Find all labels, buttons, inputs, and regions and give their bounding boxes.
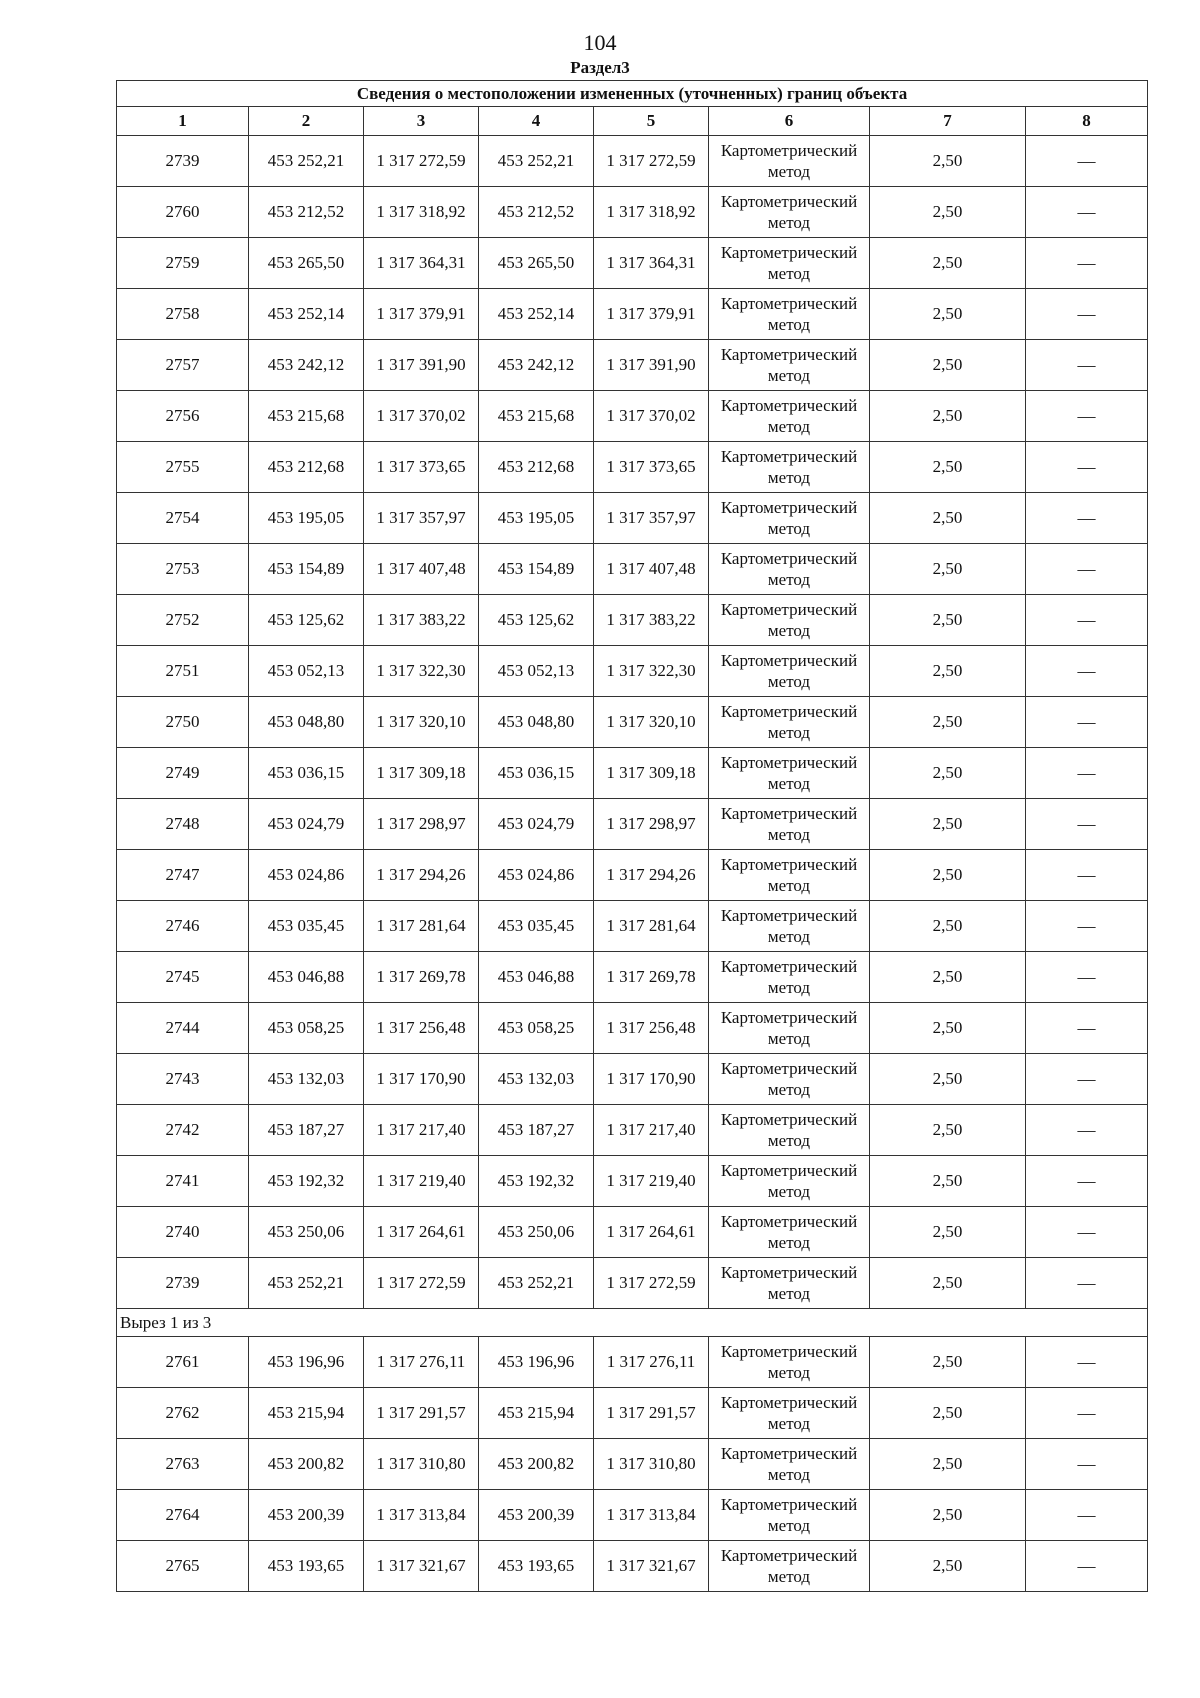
accuracy-cell: 2,50 (870, 1439, 1026, 1490)
table-row (117, 595, 1148, 646)
description-cell: — (1026, 1541, 1148, 1592)
x-existing-cell: 453 250,06 (249, 1207, 364, 1258)
point-number-cell: 2765 (117, 1541, 249, 1592)
method-cell: Картометрический метод (709, 1337, 870, 1388)
point-number-cell: 2754 (117, 493, 249, 544)
y-refined-cell: 1 317 298,97 (594, 799, 709, 850)
accuracy-cell: 2,50 (870, 289, 1026, 340)
y-existing-cell: 1 317 321,67 (364, 1541, 479, 1592)
y-refined-cell: 1 317 357,97 (594, 493, 709, 544)
description-cell: — (1026, 1439, 1148, 1490)
x-refined-cell: 453 212,52 (479, 187, 594, 238)
method-cell: Картометрический метод (709, 1541, 870, 1592)
x-refined-cell: 453 154,89 (479, 544, 594, 595)
method-cell: Картометрический метод (709, 799, 870, 850)
description-cell: — (1026, 850, 1148, 901)
accuracy-cell: 2,50 (870, 1388, 1026, 1439)
x-refined-cell: 453 048,80 (479, 697, 594, 748)
y-refined-cell: 1 317 322,30 (594, 646, 709, 697)
x-existing-cell: 453 252,14 (249, 289, 364, 340)
column-header: 2 (249, 107, 364, 136)
y-refined-cell: 1 317 291,57 (594, 1388, 709, 1439)
method-cell: Картометрический метод (709, 646, 870, 697)
boundary-coordinates-table (116, 80, 1148, 1592)
table-row (117, 1490, 1148, 1541)
x-existing-cell: 453 265,50 (249, 238, 364, 289)
method-cell: Картометрический метод (709, 850, 870, 901)
x-existing-cell: 453 192,32 (249, 1156, 364, 1207)
y-existing-cell: 1 317 272,59 (364, 136, 479, 187)
accuracy-cell: 2,50 (870, 850, 1026, 901)
y-refined-cell: 1 317 364,31 (594, 238, 709, 289)
x-refined-cell: 453 052,13 (479, 646, 594, 697)
point-number-cell: 2755 (117, 442, 249, 493)
accuracy-cell: 2,50 (870, 493, 1026, 544)
y-existing-cell: 1 317 318,92 (364, 187, 479, 238)
x-existing-cell: 453 046,88 (249, 952, 364, 1003)
x-refined-cell: 453 196,96 (479, 1337, 594, 1388)
description-cell: — (1026, 1105, 1148, 1156)
description-cell: — (1026, 187, 1148, 238)
x-refined-cell: 453 193,65 (479, 1541, 594, 1592)
x-existing-cell: 453 132,03 (249, 1054, 364, 1105)
column-header: 5 (594, 107, 709, 136)
x-refined-cell: 453 252,21 (479, 136, 594, 187)
table-row (117, 697, 1148, 748)
method-cell: Картометрический метод (709, 238, 870, 289)
y-existing-cell: 1 317 269,78 (364, 952, 479, 1003)
x-refined-cell: 453 200,82 (479, 1439, 594, 1490)
point-number-cell: 2741 (117, 1156, 249, 1207)
x-existing-cell: 453 058,25 (249, 1003, 364, 1054)
y-refined-cell: 1 317 276,11 (594, 1337, 709, 1388)
y-refined-cell: 1 317 272,59 (594, 1258, 709, 1309)
x-refined-cell: 453 250,06 (479, 1207, 594, 1258)
table-row (117, 1207, 1148, 1258)
y-refined-cell: 1 317 320,10 (594, 697, 709, 748)
y-refined-cell: 1 317 170,90 (594, 1054, 709, 1105)
table-row (117, 748, 1148, 799)
column-header: 6 (709, 107, 870, 136)
x-existing-cell: 453 242,12 (249, 340, 364, 391)
point-number-cell: 2763 (117, 1439, 249, 1490)
table-row (117, 1105, 1148, 1156)
column-header: 4 (479, 107, 594, 136)
point-number-cell: 2743 (117, 1054, 249, 1105)
y-refined-cell: 1 317 370,02 (594, 391, 709, 442)
table-row (117, 391, 1148, 442)
y-existing-cell: 1 317 276,11 (364, 1337, 479, 1388)
accuracy-cell: 2,50 (870, 442, 1026, 493)
accuracy-cell: 2,50 (870, 748, 1026, 799)
description-cell: — (1026, 1003, 1148, 1054)
x-refined-cell: 453 192,32 (479, 1156, 594, 1207)
y-existing-cell: 1 317 357,97 (364, 493, 479, 544)
accuracy-cell: 2,50 (870, 1054, 1026, 1105)
description-cell: — (1026, 1054, 1148, 1105)
description-cell: — (1026, 1207, 1148, 1258)
description-cell: — (1026, 493, 1148, 544)
y-refined-cell: 1 317 318,92 (594, 187, 709, 238)
y-existing-cell: 1 317 370,02 (364, 391, 479, 442)
description-cell: — (1026, 1258, 1148, 1309)
table-row (117, 1258, 1148, 1309)
accuracy-cell: 2,50 (870, 799, 1026, 850)
description-cell: — (1026, 1490, 1148, 1541)
method-cell: Картометрический метод (709, 1439, 870, 1490)
method-cell: Картометрический метод (709, 1105, 870, 1156)
method-cell: Картометрический метод (709, 1388, 870, 1439)
x-existing-cell: 453 200,39 (249, 1490, 364, 1541)
table-row (117, 1003, 1148, 1054)
table-row (117, 1337, 1148, 1388)
accuracy-cell: 2,50 (870, 646, 1026, 697)
description-cell: — (1026, 442, 1148, 493)
table-row (117, 340, 1148, 391)
point-number-cell: 2742 (117, 1105, 249, 1156)
method-cell: Картометрический метод (709, 1490, 870, 1541)
x-refined-cell: 453 125,62 (479, 595, 594, 646)
point-number-cell: 2749 (117, 748, 249, 799)
x-existing-cell: 453 052,13 (249, 646, 364, 697)
method-cell: Картометрический метод (709, 442, 870, 493)
method-cell: Картометрический метод (709, 697, 870, 748)
x-existing-cell: 453 252,21 (249, 136, 364, 187)
x-refined-cell: 453 046,88 (479, 952, 594, 1003)
x-refined-cell: 453 132,03 (479, 1054, 594, 1105)
y-refined-cell: 1 317 379,91 (594, 289, 709, 340)
accuracy-cell: 2,50 (870, 136, 1026, 187)
table-row (117, 1439, 1148, 1490)
x-existing-cell: 453 215,94 (249, 1388, 364, 1439)
column-header: 8 (1026, 107, 1148, 136)
x-refined-cell: 453 035,45 (479, 901, 594, 952)
point-number-cell: 2753 (117, 544, 249, 595)
y-refined-cell: 1 317 309,18 (594, 748, 709, 799)
table-row (117, 289, 1148, 340)
y-existing-cell: 1 317 320,10 (364, 697, 479, 748)
column-header: 7 (870, 107, 1026, 136)
y-existing-cell: 1 317 309,18 (364, 748, 479, 799)
description-cell: — (1026, 1337, 1148, 1388)
y-refined-cell: 1 317 373,65 (594, 442, 709, 493)
accuracy-cell: 2,50 (870, 901, 1026, 952)
method-cell: Картометрический метод (709, 952, 870, 1003)
table-row (117, 493, 1148, 544)
accuracy-cell: 2,50 (870, 952, 1026, 1003)
y-existing-cell: 1 317 219,40 (364, 1156, 479, 1207)
x-existing-cell: 453 193,65 (249, 1541, 364, 1592)
table-body (117, 81, 1148, 1592)
accuracy-cell: 2,50 (870, 544, 1026, 595)
table-row (117, 442, 1148, 493)
point-number-cell: 2762 (117, 1388, 249, 1439)
description-cell: — (1026, 1156, 1148, 1207)
table-header-row (117, 107, 1148, 136)
method-cell: Картометрический метод (709, 1207, 870, 1258)
description-cell: — (1026, 136, 1148, 187)
y-existing-cell: 1 317 291,57 (364, 1388, 479, 1439)
accuracy-cell: 2,50 (870, 1105, 1026, 1156)
table-row (117, 646, 1148, 697)
description-cell: — (1026, 340, 1148, 391)
table-title-row (117, 81, 1148, 107)
accuracy-cell: 2,50 (870, 1337, 1026, 1388)
description-cell: — (1026, 391, 1148, 442)
x-refined-cell: 453 265,50 (479, 238, 594, 289)
accuracy-cell: 2,50 (870, 187, 1026, 238)
accuracy-cell: 2,50 (870, 1207, 1026, 1258)
method-cell: Картометрический метод (709, 187, 870, 238)
method-cell: Картометрический метод (709, 340, 870, 391)
table-row (117, 901, 1148, 952)
point-number-cell: 2764 (117, 1490, 249, 1541)
y-refined-cell: 1 317 383,22 (594, 595, 709, 646)
x-refined-cell: 453 200,39 (479, 1490, 594, 1541)
y-refined-cell: 1 317 256,48 (594, 1003, 709, 1054)
table-row (117, 799, 1148, 850)
point-number-cell: 2760 (117, 187, 249, 238)
page-number: 104 (583, 30, 617, 55)
accuracy-cell: 2,50 (870, 391, 1026, 442)
y-existing-cell: 1 317 256,48 (364, 1003, 479, 1054)
x-refined-cell: 453 187,27 (479, 1105, 594, 1156)
accuracy-cell: 2,50 (870, 595, 1026, 646)
x-existing-cell: 453 196,96 (249, 1337, 364, 1388)
table-row (117, 187, 1148, 238)
y-existing-cell: 1 317 364,31 (364, 238, 479, 289)
point-number-cell: 2744 (117, 1003, 249, 1054)
x-refined-cell: 453 195,05 (479, 493, 594, 544)
x-existing-cell: 453 252,21 (249, 1258, 364, 1309)
y-refined-cell: 1 317 313,84 (594, 1490, 709, 1541)
x-refined-cell: 453 024,86 (479, 850, 594, 901)
table-row (117, 544, 1148, 595)
method-cell: Картометрический метод (709, 901, 870, 952)
y-refined-cell: 1 317 217,40 (594, 1105, 709, 1156)
accuracy-cell: 2,50 (870, 1541, 1026, 1592)
table-row (117, 1388, 1148, 1439)
x-existing-cell: 453 024,79 (249, 799, 364, 850)
description-cell: — (1026, 238, 1148, 289)
accuracy-cell: 2,50 (870, 1003, 1026, 1054)
y-refined-cell: 1 317 294,26 (594, 850, 709, 901)
table-row (117, 136, 1148, 187)
subsection-label: Вырез 1 из 3 (117, 1309, 1148, 1337)
description-cell: — (1026, 646, 1148, 697)
table-row (117, 238, 1148, 289)
accuracy-cell: 2,50 (870, 697, 1026, 748)
y-existing-cell: 1 317 373,65 (364, 442, 479, 493)
point-number-cell: 2739 (117, 136, 249, 187)
y-refined-cell: 1 317 281,64 (594, 901, 709, 952)
point-number-cell: 2758 (117, 289, 249, 340)
x-existing-cell: 453 125,62 (249, 595, 364, 646)
method-cell: Картометрический метод (709, 493, 870, 544)
description-cell: — (1026, 1388, 1148, 1439)
x-existing-cell: 453 036,15 (249, 748, 364, 799)
y-refined-cell: 1 317 219,40 (594, 1156, 709, 1207)
column-header: 1 (117, 107, 249, 136)
table-row (117, 1156, 1148, 1207)
point-number-cell: 2757 (117, 340, 249, 391)
x-refined-cell: 453 252,21 (479, 1258, 594, 1309)
subsection-row (117, 1309, 1148, 1337)
y-existing-cell: 1 317 217,40 (364, 1105, 479, 1156)
method-cell: Картометрический метод (709, 544, 870, 595)
method-cell: Картометрический метод (709, 136, 870, 187)
y-existing-cell: 1 317 298,97 (364, 799, 479, 850)
description-cell: — (1026, 289, 1148, 340)
section-label: Раздел3 (570, 58, 630, 77)
description-cell: — (1026, 595, 1148, 646)
method-cell: Картометрический метод (709, 1156, 870, 1207)
point-number-cell: 2748 (117, 799, 249, 850)
y-refined-cell: 1 317 391,90 (594, 340, 709, 391)
y-refined-cell: 1 317 407,48 (594, 544, 709, 595)
x-refined-cell: 453 058,25 (479, 1003, 594, 1054)
x-refined-cell: 453 215,94 (479, 1388, 594, 1439)
method-cell: Картометрический метод (709, 391, 870, 442)
y-existing-cell: 1 317 407,48 (364, 544, 479, 595)
x-existing-cell: 453 212,52 (249, 187, 364, 238)
x-refined-cell: 453 242,12 (479, 340, 594, 391)
accuracy-cell: 2,50 (870, 238, 1026, 289)
point-number-cell: 2739 (117, 1258, 249, 1309)
y-refined-cell: 1 317 272,59 (594, 136, 709, 187)
point-number-cell: 2751 (117, 646, 249, 697)
accuracy-cell: 2,50 (870, 1258, 1026, 1309)
x-existing-cell: 453 187,27 (249, 1105, 364, 1156)
x-existing-cell: 453 195,05 (249, 493, 364, 544)
point-number-cell: 2740 (117, 1207, 249, 1258)
y-existing-cell: 1 317 281,64 (364, 901, 479, 952)
y-existing-cell: 1 317 383,22 (364, 595, 479, 646)
method-cell: Картометрический метод (709, 1258, 870, 1309)
method-cell: Картометрический метод (709, 1054, 870, 1105)
table-row (117, 1054, 1148, 1105)
point-number-cell: 2747 (117, 850, 249, 901)
y-existing-cell: 1 317 170,90 (364, 1054, 479, 1105)
x-existing-cell: 453 035,45 (249, 901, 364, 952)
x-existing-cell: 453 154,89 (249, 544, 364, 595)
method-cell: Картометрический метод (709, 1003, 870, 1054)
y-existing-cell: 1 317 322,30 (364, 646, 479, 697)
point-number-cell: 2756 (117, 391, 249, 442)
x-refined-cell: 453 036,15 (479, 748, 594, 799)
y-refined-cell: 1 317 310,80 (594, 1439, 709, 1490)
description-cell: — (1026, 748, 1148, 799)
point-number-cell: 2746 (117, 901, 249, 952)
accuracy-cell: 2,50 (870, 1490, 1026, 1541)
x-refined-cell: 453 215,68 (479, 391, 594, 442)
accuracy-cell: 2,50 (870, 340, 1026, 391)
point-number-cell: 2761 (117, 1337, 249, 1388)
description-cell: — (1026, 901, 1148, 952)
description-cell: — (1026, 952, 1148, 1003)
x-existing-cell: 453 215,68 (249, 391, 364, 442)
column-header: 3 (364, 107, 479, 136)
y-existing-cell: 1 317 391,90 (364, 340, 479, 391)
y-existing-cell: 1 317 313,84 (364, 1490, 479, 1541)
y-refined-cell: 1 317 269,78 (594, 952, 709, 1003)
x-existing-cell: 453 200,82 (249, 1439, 364, 1490)
y-existing-cell: 1 317 264,61 (364, 1207, 479, 1258)
method-cell: Картометрический метод (709, 748, 870, 799)
y-existing-cell: 1 317 310,80 (364, 1439, 479, 1490)
table-row (117, 952, 1148, 1003)
description-cell: — (1026, 697, 1148, 748)
y-existing-cell: 1 317 272,59 (364, 1258, 479, 1309)
y-existing-cell: 1 317 294,26 (364, 850, 479, 901)
accuracy-cell: 2,50 (870, 1156, 1026, 1207)
x-existing-cell: 453 024,86 (249, 850, 364, 901)
x-existing-cell: 453 048,80 (249, 697, 364, 748)
x-refined-cell: 453 212,68 (479, 442, 594, 493)
point-number-cell: 2745 (117, 952, 249, 1003)
description-cell: — (1026, 544, 1148, 595)
y-existing-cell: 1 317 379,91 (364, 289, 479, 340)
x-refined-cell: 453 252,14 (479, 289, 594, 340)
x-refined-cell: 453 024,79 (479, 799, 594, 850)
description-cell: — (1026, 799, 1148, 850)
x-existing-cell: 453 212,68 (249, 442, 364, 493)
y-refined-cell: 1 317 321,67 (594, 1541, 709, 1592)
point-number-cell: 2759 (117, 238, 249, 289)
table-title: Сведения о местоположении измененных (уточненных) границ объекта (117, 81, 1148, 107)
point-number-cell: 2750 (117, 697, 249, 748)
table-row (117, 1541, 1148, 1592)
table-row (117, 850, 1148, 901)
method-cell: Картометрический метод (709, 595, 870, 646)
method-cell: Картометрический метод (709, 289, 870, 340)
point-number-cell: 2752 (117, 595, 249, 646)
y-refined-cell: 1 317 264,61 (594, 1207, 709, 1258)
